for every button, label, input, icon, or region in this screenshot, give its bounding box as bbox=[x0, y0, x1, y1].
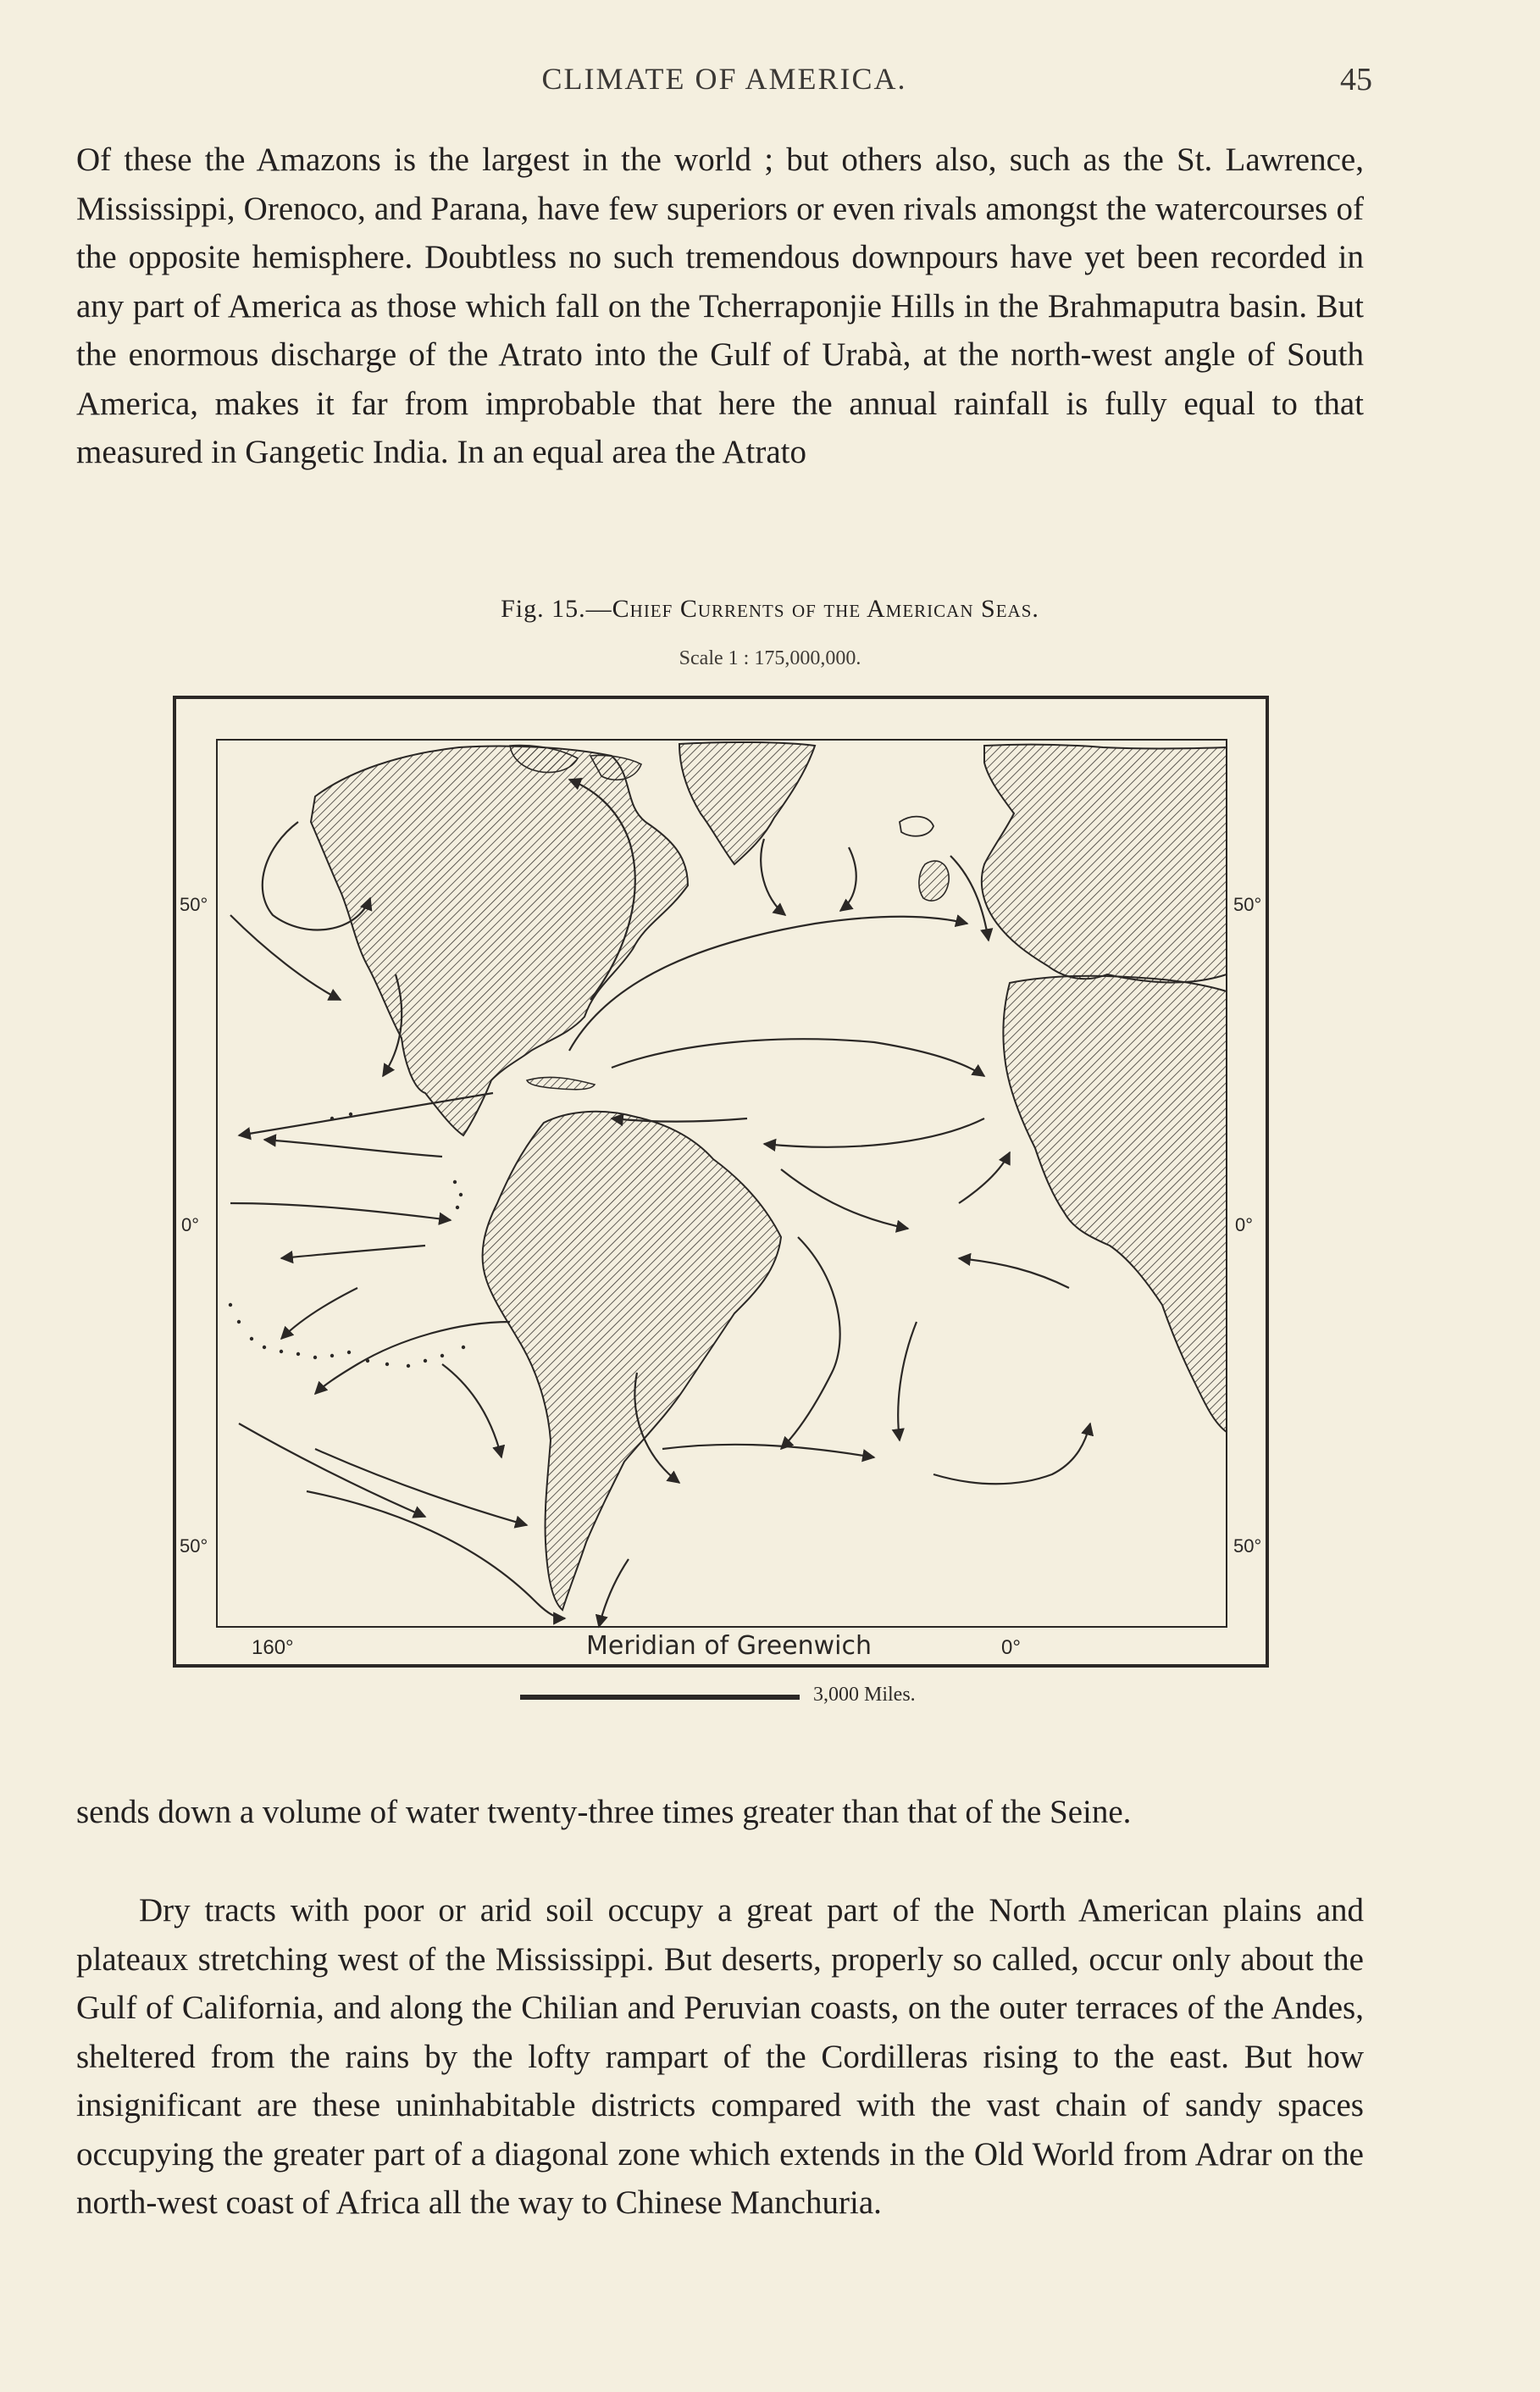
lat-0-left-label: 0° bbox=[181, 1214, 200, 1235]
british-isles bbox=[919, 861, 949, 901]
body-paragraph-continuation: sends down a volume of water twenty-three times greater than that of the Seine. bbox=[76, 1794, 1132, 1830]
meridian-label: Meridian of Greenwich bbox=[586, 1631, 872, 1661]
currents-map bbox=[171, 695, 1272, 1673]
running-title: CLIMATE OF AMERICA. bbox=[541, 62, 907, 96]
running-head bbox=[76, 61, 1372, 103]
europe-landmass bbox=[982, 745, 1227, 983]
south-america-landmass bbox=[483, 1112, 781, 1610]
figure-number: Fig. 15.— bbox=[501, 595, 612, 623]
lat-50s-right-label: 50° bbox=[1233, 1535, 1262, 1557]
body-paragraph-deserts: Dry tracts with poor or arid soil occupy a great part of the North American plains and plateaux stretching west of the Mississippi. But deserts, properly so called, occur only about the Gulf of California, and along the Chilian and Peruvian coasts, on the outer terraces of the Andes, sheltered from the rains by the lofty rampart of the Cordilleras rising to the east. But how insignificant are these uninhabitable districts compared with the vast chain of sandy spaces occupying the greater part of a diagonal zone which extends in the Old World from Adrar on the north-west coast of Africa all the way to Chinese Manchuria. bbox=[76, 1892, 1364, 2221]
lon-160-label: 160° bbox=[252, 1636, 294, 1659]
lat-0-right-label: 0° bbox=[1235, 1214, 1254, 1235]
iceland-island bbox=[900, 817, 933, 836]
scale-bar-label: 3,000 Miles. bbox=[813, 1684, 916, 1706]
lat-50s-left-label: 50° bbox=[180, 1535, 208, 1557]
africa-landmass bbox=[1003, 976, 1227, 1432]
lon-0-label: 0° bbox=[1001, 1636, 1021, 1659]
lat-50n-right-label: 50° bbox=[1233, 894, 1262, 915]
cuba-island bbox=[527, 1077, 595, 1089]
figure-title: Chief Currents of the American Seas. bbox=[612, 595, 1039, 623]
north-america-landmass bbox=[311, 746, 688, 1135]
greenland-landmass bbox=[679, 742, 815, 864]
figure-caption bbox=[0, 595, 1540, 624]
lat-50n-left-label: 50° bbox=[180, 894, 208, 915]
scale-bar bbox=[520, 1695, 800, 1700]
body-paragraph-top: Of these the Amazons is the largest in the world ; but others also, such as the St. Lawrence, Mississippi, Orenoco, and Parana, have few superiors or even rivals amongst the watercourses of the opposite hemisphere. Doubtless no such tremendous downpours have yet been recorded in any part of America as those which fall on the Tcherraponjie Hills in the Brahmaputra basin. But the enormous discharge of the Atrato into the Gulf of Urabà, at the north-west angle of South America, makes it far from improbable that here the annual rainfall is fully equal to that measured in Gangetic India. In an equal area the Atrato bbox=[76, 142, 1364, 470]
page-number: 45 bbox=[1340, 62, 1372, 97]
pacific-islands-dots bbox=[229, 1113, 465, 1368]
figure-scale: Scale 1 : 175,000,000. bbox=[679, 647, 861, 669]
